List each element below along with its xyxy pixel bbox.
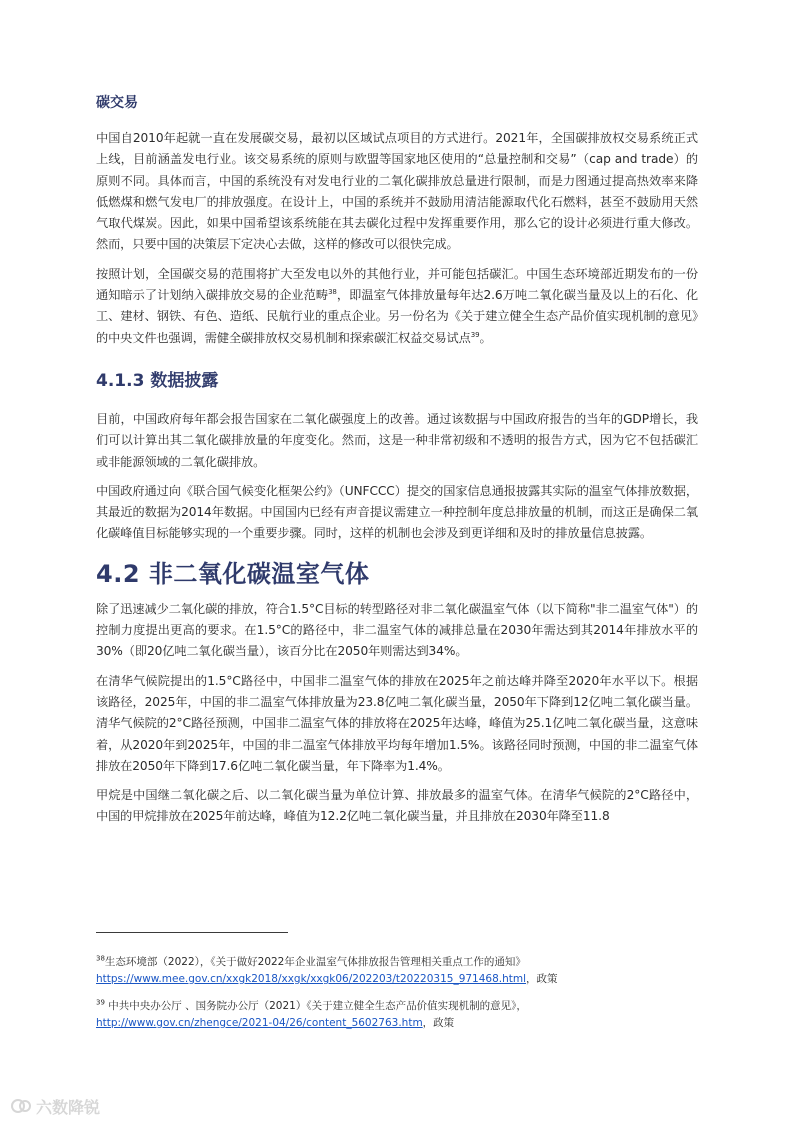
carbon-paragraph-2 [96, 264, 698, 349]
main-content [96, 92, 698, 836]
footnote-marker: 39 [96, 998, 105, 1007]
footnote-39 [96, 998, 698, 1032]
footnotes [96, 954, 698, 1042]
footnote-link[interactable]: http://www.gov.cn/zhengce/2021-04/26/content_5602763.htm [96, 1017, 423, 1029]
footnote-ref-39[interactable]: 39 [470, 330, 480, 339]
footnote-divider [96, 932, 288, 933]
carbon-paragraph-1: 中国自2010年起就一直在发展碳交易，最初以区域试点项目的方式进行。2021年，全国碳排放权交易系统正式上线，目前涵盖发电行业。该交易系统的原则与欧盟等国家地区使用的“总量控制和交易”（cap and trade）的原则不同。具体而言，中国的系统没有对发电行业的二氧化碳排放总量进行限制，而是力图通过提高热效率来降低燃煤和燃气发电厂的排放强度。在设计上，中国的系统并不鼓励用清洁能源取代化石燃料，甚至不鼓励用天然气取代煤炭。因此，如果中国希望该系统能在其去碳化过程中发挥重要作用，那么它的设计必须进行重大修改。然而，只要中国的决策层下定决心去做，这样的修改可以很快完成。 [96, 131, 698, 252]
non-co2-paragraph-2: 在清华气候院提出的1.5°C路径中，中国非二温室气体的排放在2025年之前达峰并降至2020年水平以下。根据该路径，2025年，中国的非二温室气体排放量为23.8亿吨二氧化碳当量，2050年下降到12亿吨二氧化碳当量。清华气候院的2°C路径预测，中国非二温室气体的排放将在2025年达峰，峰值为25.1亿吨二氧化碳当量，这意味着，从2020年到2025年，中国的非二温室气体排放平均每年增加1.5%。该路径同时预测，中国的非二温室气体排放在2050年下降到17.6亿吨二氧化碳当量，年下降率为1.4%。 [96, 673, 698, 773]
section-4-1-3-heading: 4.1.3 数据披露 [96, 370, 219, 391]
footnote-suffix: ，政策 [526, 973, 558, 985]
watermark-text: 六数降锐 [36, 1097, 101, 1117]
footnote-text: 生态环境部（2022），《关于做好2022年企业温室气体排放报告管理相关重点工作的通知》 [104, 956, 526, 968]
footnote-suffix: ，政策 [422, 1017, 455, 1029]
footnote-ref-38[interactable]: 38 [328, 288, 337, 297]
disclosure-paragraph-2: 中国政府通过向《联合国气候变化框架公约》（UNFCCC）提交的国家信息通报披露其实际的温室气体排放数据，其最近的数据为2014年数据。中国国内已经有声音提议需建立一种控制年度总排放量的机制，而这正是确保二氧化碳峰值目标能够实现的一个重要步骤。同时，这样的机制也会涉及到更详细和及时的排放量信息披露。 [96, 483, 698, 541]
section-4-2-heading: 4.2 非二氧化碳温室气体 [96, 559, 370, 588]
carbon-trading-heading: 碳交易 [96, 95, 138, 111]
carbon-p2-text-a: 按照计划，全国碳交易的范围将扩大至发电以外的其他行业，并可能包括碳汇。中国生态环境部近期发布的一份通知暗示了计划纳入碳排放交易的企业范畴 [96, 266, 698, 303]
footnote-text: 中共中央办公厅 、国务院办公厅（2021）《关于建立健全生态产品价值实现机制的意见》， [104, 1000, 527, 1012]
non-co2-paragraph-3: 甲烷是中国继二氧化碳之后、以二氧化碳当量为单位计算、排放最多的温室气体。在清华气候院的2°C路径中，中国的甲烷排放在2025年前达峰，峰值为12.2亿吨二氧化碳当量，并且排放在2030年降至11.8 [96, 788, 698, 824]
footnote-link[interactable]: https://www.mee.gov.cn/xxgk2018/xxgk/xxgk06/202203/t20220315_971468.html [96, 973, 527, 985]
carbon-p2-text-c: 。 [479, 330, 492, 345]
carbon-p2-text-b: ，即温室气体排放量每年达2.6万吨二氧化碳当量及以上的石化、化工、建材、钢铁、有色、造纸、民航行业的重点企业。另一份名为《关于建立健全生态产品价值实现机制的意见》的中央文件也强调，需健全碳排放权交易机制和探索碳汇权益交易试点 [96, 288, 698, 345]
footnote-marker: 38 [96, 954, 105, 963]
footnote-38 [96, 954, 698, 988]
watermark-logo-icon [10, 1095, 32, 1117]
watermark [10, 1094, 100, 1118]
disclosure-paragraph-1: 目前，中国政府每年都会报告国家在二氧化碳强度上的改善。通过该数据与中国政府报告的当年的GDP增长，我们可以计算出其二氧化碳排放量的年度变化。然而，这是一种非常初级和不透明的报告方式，因为它不包括碳汇或非能源领域的二氧化碳排放。 [96, 411, 698, 469]
non-co2-paragraph-1: 除了迅速减少二氧化碳的排放，符合1.5°C目标的转型路径对非二氧化碳温室气体（以下简称"非二温室气体"）的控制力度提出更高的要求。在1.5°C的路径中，非二温室气体的减排总量在2030年需达到其2014年排放水平的30%（即20亿吨二氧化碳当量），该百分比在2050年则需达到34%。 [96, 601, 698, 659]
